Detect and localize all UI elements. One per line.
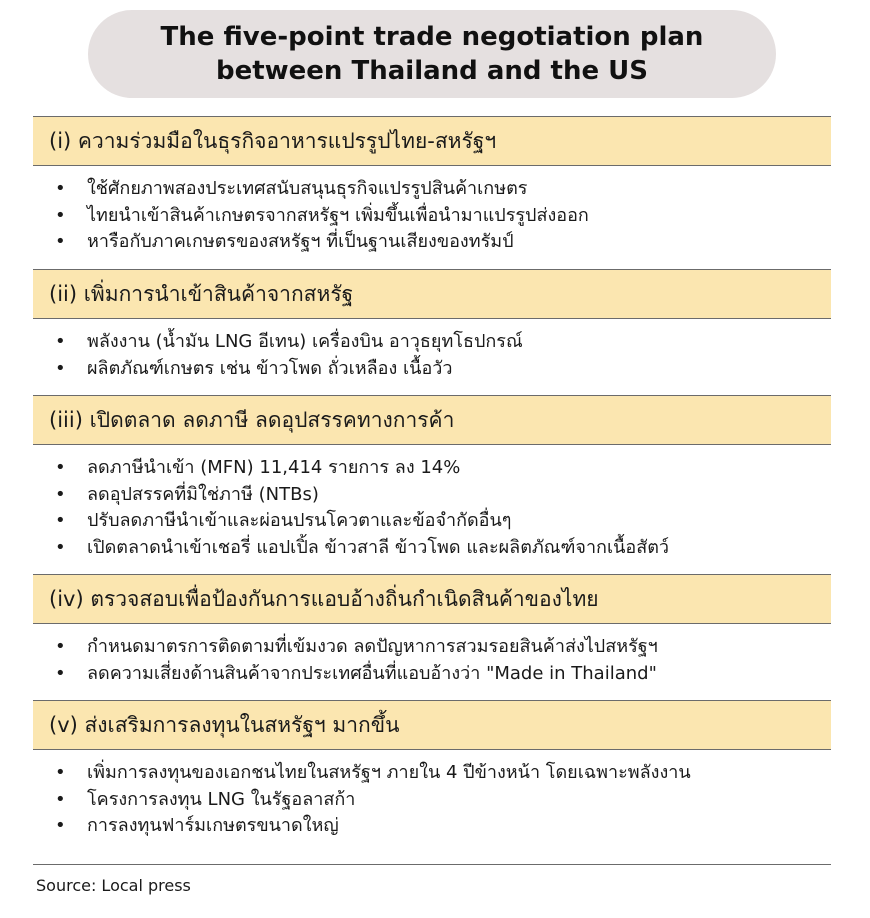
source-note: Source: Local press [36, 876, 191, 895]
list-item [33, 229, 831, 256]
bullet-icon: • [55, 536, 66, 558]
bullet-icon: • [55, 788, 66, 810]
bullet-icon: • [55, 357, 66, 379]
list-item-text: พลังงาน (น้ำมัน LNG อีเทน) เครื่องบิน อาวุธยุทโธปกรณ์ [87, 331, 523, 352]
section-header: (iii) เปิดตลาด ลดภาษี ลดอุปสรรคทางการค้า [33, 395, 831, 445]
list-item [33, 176, 831, 203]
bullet-icon: • [55, 815, 66, 836]
section-header: (ii) เพิ่มการนำเข้าสินค้าจากสหรัฐ [33, 269, 831, 319]
section-header: (i) ความร่วมมือในธุรกิจอาหารแปรรูปไทย-สหรัฐฯ [33, 116, 831, 166]
list-item [33, 813, 831, 840]
list-item-text: ไทยนำเข้าสินค้าเกษตรจากสหรัฐฯ เพิ่มขึ้นเพื่อนำมาแปรรูปส่งออก [87, 204, 589, 226]
bullet-icon: • [55, 662, 66, 684]
list-item [33, 329, 831, 356]
list-item [33, 661, 831, 688]
footer-divider [33, 864, 831, 865]
list-item [33, 787, 831, 814]
list-item-text: ลดอุปสรรคที่มิใช่ภาษี (NTBs) [87, 483, 319, 505]
bullet-list [33, 176, 831, 256]
list-item-text: เพิ่มการลงทุนของเอกชนไทยในสหรัฐฯ ภายใน 4 ปีข้างหน้า โดยเฉพาะพลังงาน [87, 762, 691, 783]
list-item-text: เปิดตลาดนำเข้าเชอรี่ แอปเปิ้ล ข้าวสาลี ข้าวโพด และผลิตภัณฑ์จากเนื้อสัตว์ [87, 536, 670, 558]
list-item [33, 535, 831, 562]
list-item [33, 482, 831, 509]
list-item-text: ลดภาษีนำเข้า (MFN) 11,414 รายการ ลง 14% [87, 457, 461, 478]
list-item [33, 356, 831, 383]
list-item-text: ลดความเสี่ยงด้านสินค้าจากประเทศอื่นที่แอบอ้างว่า "Made in Thailand" [87, 662, 657, 684]
section-increase-imports [33, 269, 831, 382]
list-item-text: หารือกับภาคเกษตรของสหรัฐฯ ที่เป็นฐานเสียงของทรัมป์ [87, 231, 514, 252]
bullet-icon: • [55, 483, 66, 505]
bullet-icon: • [55, 457, 66, 478]
list-item [33, 455, 831, 482]
list-item [33, 760, 831, 787]
list-item-text: โครงการลงทุน LNG ในรัฐอลาสก้า [87, 788, 356, 810]
bullet-icon: • [55, 204, 66, 226]
bullet-list [33, 760, 831, 840]
section-origin-verification [33, 574, 831, 687]
section-us-investment [33, 700, 831, 840]
bullet-icon: • [55, 762, 66, 783]
bullet-icon: • [55, 331, 66, 352]
bullet-icon: • [55, 231, 66, 252]
title-line-2: between Thailand and the US [215, 56, 649, 86]
bullet-icon: • [55, 178, 66, 199]
list-item-text: ปรับลดภาษีนำเข้าและผ่อนปรนโควตาและข้อจำกัดอื่นๆ [87, 510, 512, 531]
list-item-text: ผลิตภัณฑ์เกษตร เช่น ข้าวโพด ถั่วเหลือง เนื้อวัว [87, 357, 453, 379]
section-header: (v) ส่งเสริมการลงทุนในสหรัฐฯ มากขึ้น [33, 700, 831, 750]
title-line-1: The five-point trade negotiation plan [160, 22, 704, 52]
section-header: (iv) ตรวจสอบเพื่อป้องกันการแอบอ้างถิ่นกำเนิดสินค้าของไทย [33, 574, 831, 624]
bullet-list [33, 329, 831, 382]
bullet-list [33, 634, 831, 687]
bullet-list [33, 455, 831, 561]
list-item [33, 634, 831, 661]
list-item-text: ใช้ศักยภาพสองประเทศสนับสนุนธุรกิจแปรรูปสินค้าเกษตร [87, 178, 528, 199]
section-food-processing [33, 116, 831, 256]
title-banner [88, 10, 776, 98]
bullet-icon: • [55, 510, 66, 531]
bullet-icon: • [55, 636, 66, 657]
list-item [33, 203, 831, 230]
list-item [33, 508, 831, 535]
list-item-text: การลงทุนฟาร์มเกษตรขนาดใหญ่ [87, 815, 339, 836]
list-item-text: กำหนดมาตรการติดตามที่เข้มงวด ลดปัญหาการสวมรอยสินค้าส่งไปสหรัฐฯ [87, 636, 658, 657]
section-open-market [33, 395, 831, 561]
